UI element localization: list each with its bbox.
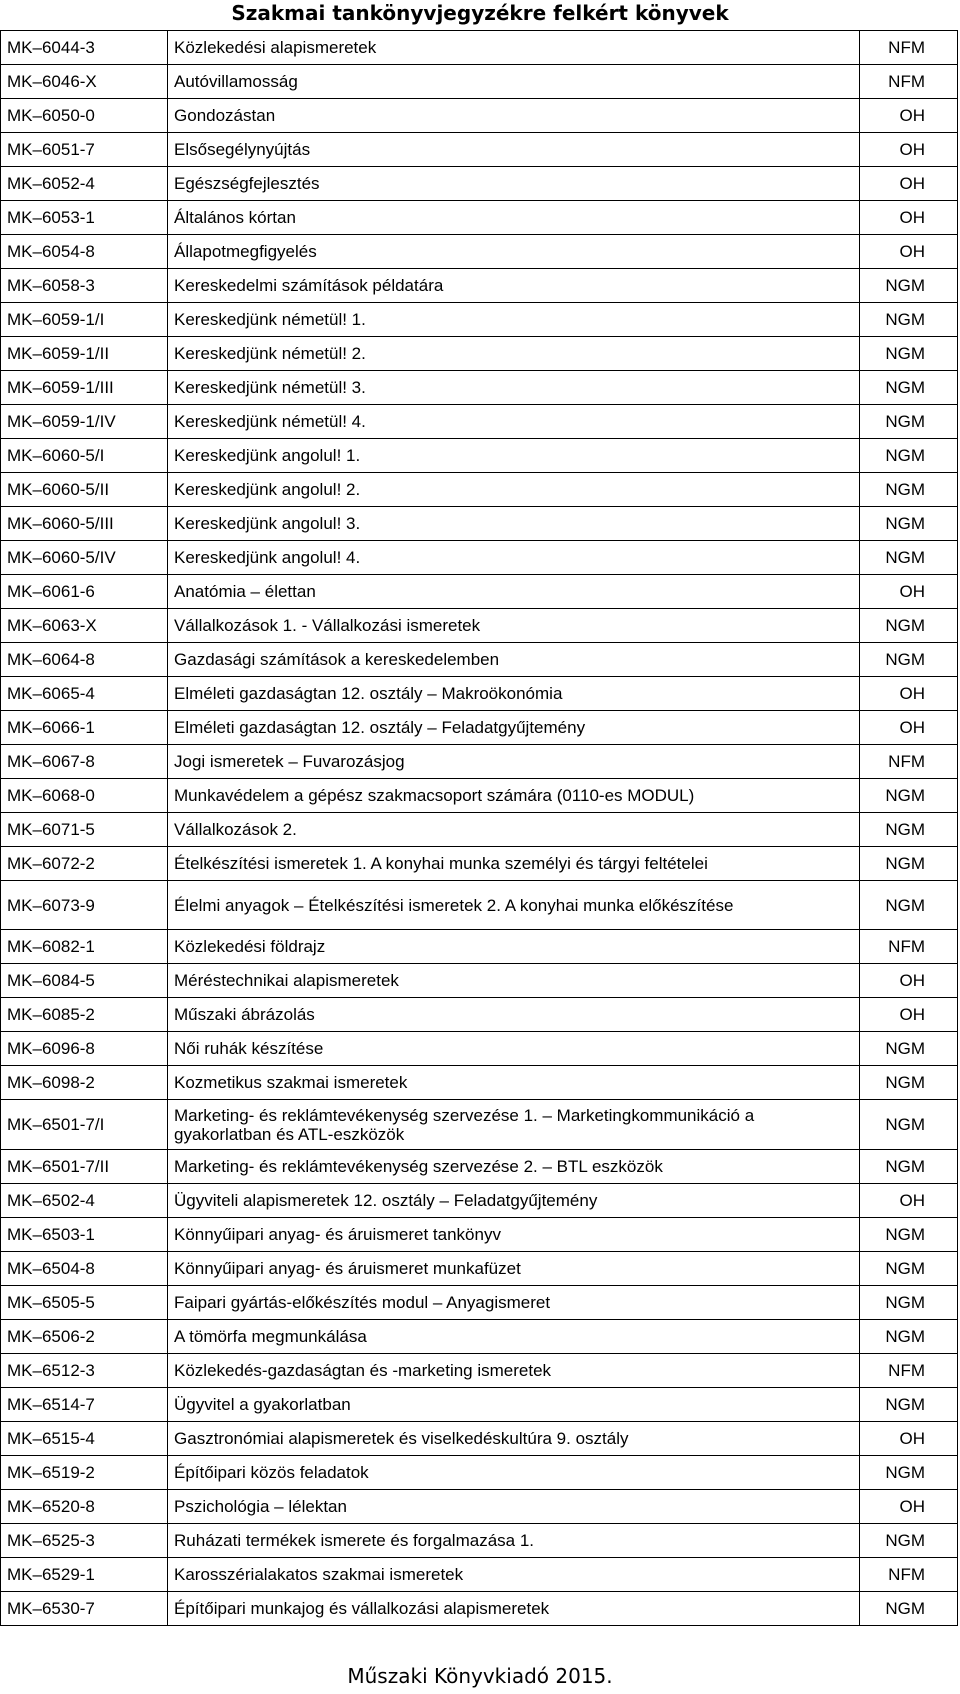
book-code-cell: MK–6501-7/I xyxy=(1,1100,168,1150)
book-title-cell: Élelmi anyagok – Ételkészítési ismeretek 2. A konyhai munka előkészítése xyxy=(168,881,860,930)
book-title-cell: Kereskedelmi számítások példatára xyxy=(168,269,860,303)
publisher-cell: NGM xyxy=(859,643,957,677)
book-title-cell: Ételkészítési ismeretek 1. A konyhai munka személyi és tárgyi feltételei xyxy=(168,847,860,881)
publisher-cell: OH xyxy=(859,998,957,1032)
publisher-cell: NGM xyxy=(859,1388,957,1422)
book-code-cell: MK–6061-6 xyxy=(1,575,168,609)
book-code-cell: MK–6071-5 xyxy=(1,813,168,847)
table-row xyxy=(1,1066,958,1100)
book-code-cell: MK–6505-5 xyxy=(1,1286,168,1320)
publisher-cell: OH xyxy=(859,133,957,167)
book-code-cell: MK–6098-2 xyxy=(1,1066,168,1100)
publisher-cell: NGM xyxy=(859,439,957,473)
table-row xyxy=(1,1032,958,1066)
book-title-cell: Kereskedjünk angolul! 2. xyxy=(168,473,860,507)
book-title-cell: Vállalkozások 2. xyxy=(168,813,860,847)
book-code-cell: MK–6058-3 xyxy=(1,269,168,303)
book-title-cell: Ügyviteli alapismeretek 12. osztály – Feladatgyűjtemény xyxy=(168,1184,860,1218)
publisher-cell: NGM xyxy=(859,779,957,813)
publisher-cell: NGM xyxy=(859,1592,957,1626)
publisher-cell: NGM xyxy=(859,881,957,930)
book-title-cell: Közlekedés-gazdaságtan és -marketing ismeretek xyxy=(168,1354,860,1388)
table-row xyxy=(1,643,958,677)
book-title-cell: Autóvillamosság xyxy=(168,65,860,99)
publisher-cell: NGM xyxy=(859,609,957,643)
book-title-cell: Általános kórtan xyxy=(168,201,860,235)
table-row xyxy=(1,1286,958,1320)
table-row xyxy=(1,167,958,201)
table-row xyxy=(1,1150,958,1184)
book-code-cell: MK–6044-3 xyxy=(1,31,168,65)
book-code-cell: MK–6052-4 xyxy=(1,167,168,201)
publisher-cell: NGM xyxy=(859,303,957,337)
table-row xyxy=(1,269,958,303)
publisher-cell: NGM xyxy=(859,1100,957,1150)
table-row xyxy=(1,813,958,847)
book-title-cell: Kereskedjünk németül! 4. xyxy=(168,405,860,439)
book-code-cell: MK–6067-8 xyxy=(1,745,168,779)
publisher-cell: OH xyxy=(859,99,957,133)
publisher-cell: NGM xyxy=(859,1218,957,1252)
publisher-cell: OH xyxy=(859,711,957,745)
book-title-cell: Pszichológia – lélektan xyxy=(168,1490,860,1524)
publisher-cell: OH xyxy=(859,575,957,609)
book-title-cell: Könnyűipari anyag- és áruismeret tankönyv xyxy=(168,1218,860,1252)
table-row xyxy=(1,779,958,813)
book-list-table xyxy=(0,30,958,1626)
publisher-cell: NGM xyxy=(859,1150,957,1184)
book-code-cell: MK–6059-1/IV xyxy=(1,405,168,439)
publisher-cell: NGM xyxy=(859,1524,957,1558)
book-title-cell: Elméleti gazdaságtan 12. osztály – Feladatgyűjtemény xyxy=(168,711,860,745)
book-code-cell: MK–6064-8 xyxy=(1,643,168,677)
table-row xyxy=(1,371,958,405)
publisher-cell: NGM xyxy=(859,269,957,303)
publisher-cell: NGM xyxy=(859,371,957,405)
publisher-cell: NGM xyxy=(859,405,957,439)
publisher-cell: OH xyxy=(859,201,957,235)
book-code-cell: MK–6519-2 xyxy=(1,1456,168,1490)
book-code-cell: MK–6520-8 xyxy=(1,1490,168,1524)
book-title-cell: Méréstechnikai alapismeretek xyxy=(168,964,860,998)
publisher-cell: NGM xyxy=(859,1032,957,1066)
book-title-cell: Könnyűipari anyag- és áruismeret munkafüzet xyxy=(168,1252,860,1286)
book-title-cell: Ügyvitel a gyakorlatban xyxy=(168,1388,860,1422)
book-code-cell: MK–6051-7 xyxy=(1,133,168,167)
table-row xyxy=(1,473,958,507)
book-code-cell: MK–6072-2 xyxy=(1,847,168,881)
book-title-cell: Gazdasági számítások a kereskedelemben xyxy=(168,643,860,677)
book-code-cell: MK–6530-7 xyxy=(1,1592,168,1626)
book-title-cell: Egészségfejlesztés xyxy=(168,167,860,201)
table-row xyxy=(1,881,958,930)
table-row xyxy=(1,1524,958,1558)
publisher-cell: NGM xyxy=(859,1456,957,1490)
book-list-body xyxy=(1,31,958,1626)
table-row xyxy=(1,964,958,998)
page-title: Szakmai tankönyvjegyzékre felkért könyvek xyxy=(231,1,729,25)
book-title-cell: Kereskedjünk németül! 1. xyxy=(168,303,860,337)
book-code-cell: MK–6525-3 xyxy=(1,1524,168,1558)
table-row xyxy=(1,998,958,1032)
book-code-cell: MK–6514-7 xyxy=(1,1388,168,1422)
table-row xyxy=(1,1252,958,1286)
table-row xyxy=(1,930,958,964)
publisher-cell: NGM xyxy=(859,507,957,541)
publisher-cell: NGM xyxy=(859,541,957,575)
book-title-cell: Kereskedjünk németül! 3. xyxy=(168,371,860,405)
table-row xyxy=(1,65,958,99)
table-row xyxy=(1,1558,958,1592)
book-code-cell: MK–6501-7/II xyxy=(1,1150,168,1184)
book-code-cell: MK–6502-4 xyxy=(1,1184,168,1218)
publisher-cell: NGM xyxy=(859,1320,957,1354)
publisher-cell: NGM xyxy=(859,847,957,881)
table-row xyxy=(1,235,958,269)
book-title-cell: Kereskedjünk angolul! 3. xyxy=(168,507,860,541)
table-row xyxy=(1,541,958,575)
table-row xyxy=(1,1320,958,1354)
book-code-cell: MK–6059-1/III xyxy=(1,371,168,405)
publisher-cell: NGM xyxy=(859,1252,957,1286)
book-title-cell: Ruházati termékek ismerete és forgalmazása 1. xyxy=(168,1524,860,1558)
book-title-cell: Kereskedjünk németül! 2. xyxy=(168,337,860,371)
book-title-cell: Állapotmegfigyelés xyxy=(168,235,860,269)
publisher-cell: NGM xyxy=(859,473,957,507)
table-row xyxy=(1,1456,958,1490)
table-row xyxy=(1,201,958,235)
book-title-cell: Marketing- és reklámtevékenység szervezése 2. – BTL eszközök xyxy=(168,1150,860,1184)
table-row xyxy=(1,31,958,65)
book-title-cell: A tömörfa megmunkálása xyxy=(168,1320,860,1354)
table-row xyxy=(1,99,958,133)
book-title-cell: Vállalkozások 1. - Vállalkozási ismeretek xyxy=(168,609,860,643)
publisher-cell: OH xyxy=(859,1490,957,1524)
publisher-cell: OH xyxy=(859,964,957,998)
book-code-cell: MK–6060-5/IV xyxy=(1,541,168,575)
table-row xyxy=(1,745,958,779)
table-row xyxy=(1,1218,958,1252)
book-title-cell: Kereskedjünk angolul! 1. xyxy=(168,439,860,473)
book-title-cell: Közlekedési földrajz xyxy=(168,930,860,964)
book-title-cell: Munkavédelem a gépész szakmacsoport számára (0110-es MODUL) xyxy=(168,779,860,813)
book-code-cell: MK–6096-8 xyxy=(1,1032,168,1066)
table-row xyxy=(1,439,958,473)
table-row xyxy=(1,1100,958,1150)
book-title-cell: Építőipari közös feladatok xyxy=(168,1456,860,1490)
publisher-cell: NFM xyxy=(859,1354,957,1388)
table-row xyxy=(1,1354,958,1388)
table-row xyxy=(1,507,958,541)
book-code-cell: MK–6082-1 xyxy=(1,930,168,964)
publisher-cell: OH xyxy=(859,677,957,711)
book-code-cell: MK–6046-X xyxy=(1,65,168,99)
book-code-cell: MK–6066-1 xyxy=(1,711,168,745)
book-code-cell: MK–6060-5/III xyxy=(1,507,168,541)
table-row xyxy=(1,133,958,167)
book-code-cell: MK–6050-0 xyxy=(1,99,168,133)
book-title-cell: Elméleti gazdaságtan 12. osztály – Makroökonómia xyxy=(168,677,860,711)
book-title-cell: Női ruhák készítése xyxy=(168,1032,860,1066)
book-title-cell: Gasztronómiai alapismeretek és viselkedéskultúra 9. osztály xyxy=(168,1422,860,1456)
book-title-cell: Műszaki ábrázolás xyxy=(168,998,860,1032)
publisher-cell: OH xyxy=(859,1184,957,1218)
page-footer: Műszaki Könyvkiadó 2015. xyxy=(347,1664,613,1688)
publisher-cell: NFM xyxy=(859,745,957,779)
book-title-cell: Elsősegélynyújtás xyxy=(168,133,860,167)
table-row xyxy=(1,847,958,881)
book-title-cell: Karosszérialakatos szakmai ismeretek xyxy=(168,1558,860,1592)
publisher-cell: NFM xyxy=(859,1558,957,1592)
book-code-cell: MK–6073-9 xyxy=(1,881,168,930)
book-code-cell: MK–6059-1/I xyxy=(1,303,168,337)
book-title-cell: Építőipari munkajog és vállalkozási alapismeretek xyxy=(168,1592,860,1626)
table-row xyxy=(1,575,958,609)
table-row xyxy=(1,1388,958,1422)
book-code-cell: MK–6512-3 xyxy=(1,1354,168,1388)
table-row xyxy=(1,1490,958,1524)
publisher-cell: OH xyxy=(859,235,957,269)
book-title-cell: Jogi ismeretek – Fuvarozásjog xyxy=(168,745,860,779)
book-title-cell: Közlekedési alapismeretek xyxy=(168,31,860,65)
publisher-cell: NFM xyxy=(859,31,957,65)
table-row xyxy=(1,677,958,711)
book-code-cell: MK–6053-1 xyxy=(1,201,168,235)
book-code-cell: MK–6060-5/II xyxy=(1,473,168,507)
book-code-cell: MK–6054-8 xyxy=(1,235,168,269)
table-row xyxy=(1,1592,958,1626)
table-row xyxy=(1,711,958,745)
publisher-cell: OH xyxy=(859,167,957,201)
publisher-cell: NFM xyxy=(859,930,957,964)
book-title-cell: Kozmetikus szakmai ismeretek xyxy=(168,1066,860,1100)
table-row xyxy=(1,405,958,439)
publisher-cell: NGM xyxy=(859,813,957,847)
publisher-cell: NFM xyxy=(859,65,957,99)
book-code-cell: MK–6506-2 xyxy=(1,1320,168,1354)
book-code-cell: MK–6085-2 xyxy=(1,998,168,1032)
publisher-cell: NGM xyxy=(859,337,957,371)
book-code-cell: MK–6060-5/I xyxy=(1,439,168,473)
book-title-cell: Gondozástan xyxy=(168,99,860,133)
table-row xyxy=(1,1184,958,1218)
table-row xyxy=(1,609,958,643)
publisher-cell: OH xyxy=(859,1422,957,1456)
book-code-cell: MK–6068-0 xyxy=(1,779,168,813)
table-row xyxy=(1,337,958,371)
book-title-cell: Marketing- és reklámtevékenység szervezése 1. – Marketingkommunikáció a gyakorlatban és ATL-eszközök xyxy=(168,1100,860,1150)
book-code-cell: MK–6515-4 xyxy=(1,1422,168,1456)
book-code-cell: MK–6504-8 xyxy=(1,1252,168,1286)
publisher-cell: NGM xyxy=(859,1286,957,1320)
book-title-cell: Kereskedjünk angolul! 4. xyxy=(168,541,860,575)
book-code-cell: MK–6529-1 xyxy=(1,1558,168,1592)
book-title-cell: Anatómia – élettan xyxy=(168,575,860,609)
table-row xyxy=(1,303,958,337)
table-row xyxy=(1,1422,958,1456)
book-code-cell: MK–6065-4 xyxy=(1,677,168,711)
book-title-cell: Faipari gyártás-előkészítés modul – Anyagismeret xyxy=(168,1286,860,1320)
book-code-cell: MK–6063-X xyxy=(1,609,168,643)
publisher-cell: NGM xyxy=(859,1066,957,1100)
book-code-cell: MK–6084-5 xyxy=(1,964,168,998)
book-code-cell: MK–6059-1/II xyxy=(1,337,168,371)
book-code-cell: MK–6503-1 xyxy=(1,1218,168,1252)
